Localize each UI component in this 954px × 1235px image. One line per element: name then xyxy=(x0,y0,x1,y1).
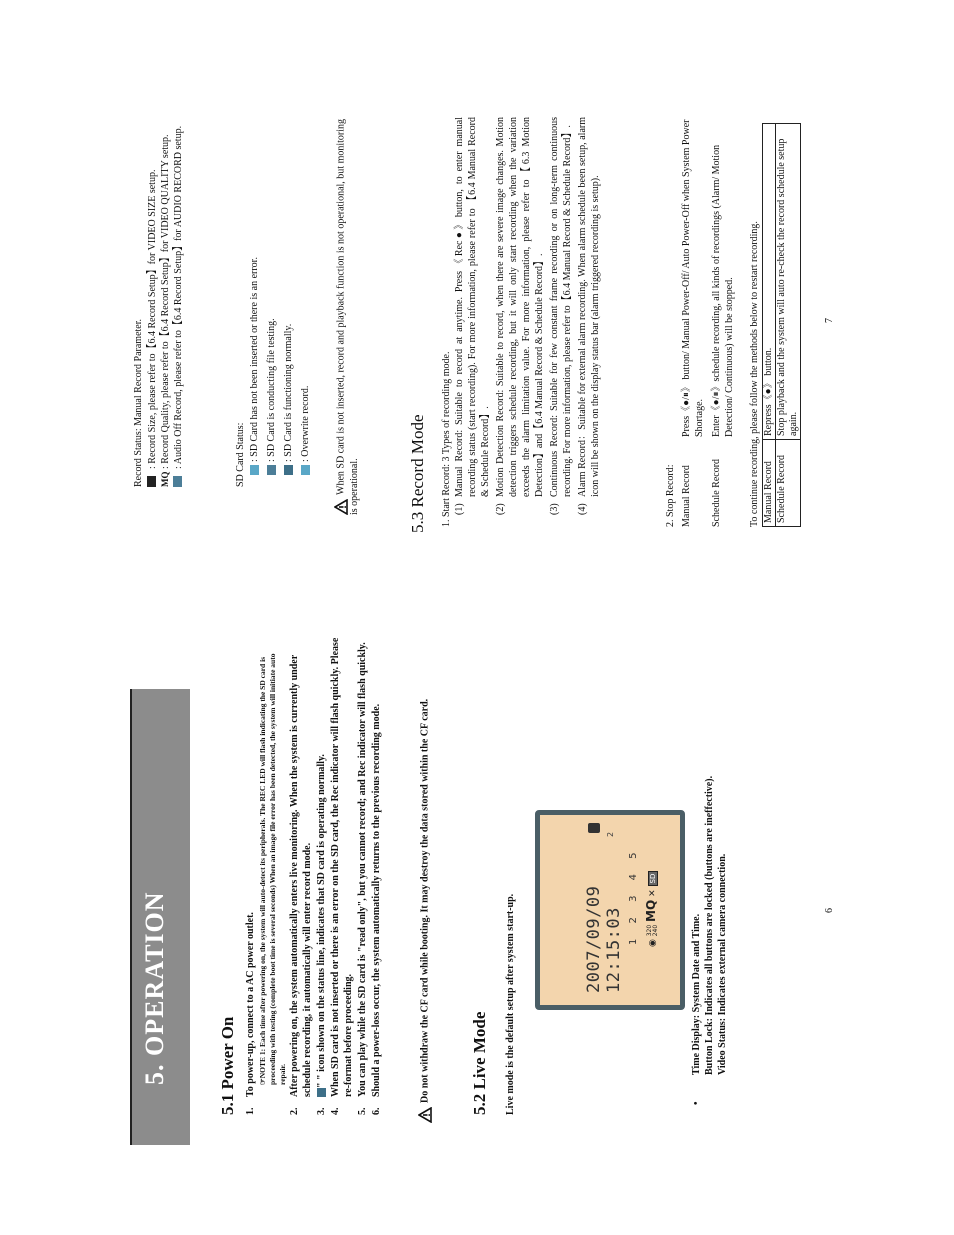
list-item: Schedule Record Enter《●/⏸》schedule recording, all kinds of recordings (Alarm/ Motion Detection/ Continuous) will be stopped. xyxy=(711,144,735,527)
sd-not-inserted-icon xyxy=(250,465,259,475)
list-item: : Record Size, please refer to【6.4 Record Setup】for VIDEO SIZE setup. xyxy=(146,117,159,487)
stop-record-title: 2. Stop Record: xyxy=(665,464,676,527)
lcd-small-number: 2 xyxy=(606,831,615,837)
list-item: (3) Continuous Record: Suitable for few constant frame recording or on long-term continuous recording. For more information, please refer to【6.4 Manual Record & Schedule Record】. xyxy=(549,117,573,515)
table-cell: Stop playback and the system will auto re-check the record schedule setup again. xyxy=(776,124,801,440)
note-1: ☞NOTE 1: Each time after powering on, the system will auto-detect its peripherals. The REC LED will flash indicating the SD card is proceeding with testing (complete boot time is several seconds) When an image file error has been detected, the system will initiate auto repair. xyxy=(258,653,287,1085)
record-status-title: Record Status: Manual Record Parameter. xyxy=(133,318,144,487)
list-item: • Time Display: System Date and Time. xyxy=(691,913,702,1105)
list-item: 5. You can play while the SD card is "read only", but you cannot record; and Rec indicator will flash quickly. xyxy=(357,642,368,1115)
list-item: 4. When SD card is not inserted or there is an error on the SD card, the Rec indicator will flash quickly. Please re-format before proceeding. xyxy=(330,637,354,1115)
lcd-sd-icon: SD xyxy=(648,871,658,887)
section-title: 5. OPERATION xyxy=(140,891,169,1085)
live-mode-intro: Live mode is the default setup after system start-up. xyxy=(505,893,516,1115)
table-cell: Manual Record xyxy=(763,440,776,527)
warning-icon xyxy=(334,499,348,515)
audio-off-icon: ✕ xyxy=(648,889,658,897)
list-item: : SD Card has not been inserted or there is an error. xyxy=(248,115,261,475)
list-item: : SD Card is functioning normally. xyxy=(282,115,295,475)
warning-sd-card: When SD card is not inserted, record and playback function is not operational, but monitoring is operational. xyxy=(335,118,360,515)
lcd-channels: 1 2 3 4 5 xyxy=(628,846,639,945)
list-item: Button Lock: Indicates all buttons are locked (buttons are ineffective). xyxy=(704,775,715,1075)
page-number-6: 6 xyxy=(824,908,835,913)
lcd-date-time: 2007/09/09 12:15:03 xyxy=(584,885,624,993)
heading-power-on: 5.1 Power On xyxy=(218,1016,237,1115)
list-item: : SD Card is conducting file testing. xyxy=(265,115,278,475)
sd-testing-icon xyxy=(267,465,276,475)
table-row xyxy=(776,124,801,527)
list-item: 1. To power-up, connect to a AC power outlet. xyxy=(245,912,256,1115)
record-status-list xyxy=(146,117,185,487)
table-row xyxy=(763,124,776,527)
page-number-7: 7 xyxy=(824,318,835,323)
heading-live-mode: 5.2 Live Mode xyxy=(470,1011,489,1115)
lcd-display xyxy=(535,810,685,1010)
sd-overwrite-icon xyxy=(301,465,310,475)
warning-cf-card: Do not withdraw the CF card while booting. It may destroy the data stored within the CF card. xyxy=(418,699,432,1123)
table-cell: Schedule Record xyxy=(776,440,801,527)
list-item: Manual Record Press《●/⏸》 button/ Manual Power-Off/ Auto Power-Off when System Power Shortage. xyxy=(681,119,705,527)
start-record-title: 1. Start Record: 3 Types of recording mode. xyxy=(441,351,452,527)
list-item: MQ : Record Quality, please refer to【6.4 Record Setup】for VIDEO QUALITY setup. xyxy=(160,134,171,487)
camera-icon: ◉ xyxy=(648,939,658,947)
list-item: (1) Manual Record: Suitable to record at anytime. Press《Rec●》button, to enter manual recording status (start recording). For more information, please refer to 【6.4 Manual Record & Schedule Record】. xyxy=(454,117,491,515)
sd-status-list xyxy=(248,115,312,475)
sd-normal-icon xyxy=(284,465,293,475)
list-item: : Overwrite record. xyxy=(299,115,312,475)
list-item: 6. Should a power-loss occur, the system automatically returns to the previous recording mode. xyxy=(371,703,382,1115)
audio-off-icon xyxy=(173,476,186,487)
list-item: Video Status: Indicates external camera connection. xyxy=(717,853,728,1075)
record-types-list xyxy=(453,117,602,527)
sd-status-icon xyxy=(317,1088,326,1097)
table-cell: Repress《●》 button. xyxy=(763,124,776,440)
list-item: (2) Motion Detection Record: Suitable to record, when there are severe image changes. Motion detection triggers schedule recording, but it will only start recording when the variation exceeds the alarm limitation value. For more information, please refer to【6.3 Motion Detection】and【6.4 Manual Record & Schedule Record】. xyxy=(495,117,545,515)
power-on-list xyxy=(244,635,384,1115)
continue-record-title: To continue recording, please follow the methods below to restart recording. xyxy=(749,221,760,527)
warning-icon xyxy=(418,1107,432,1123)
list-item: 2. After powering on, the system automatically enters live monitoring. When the system is currently under schedule recording, it automatically will enter record mode. xyxy=(289,655,313,1115)
heading-record-mode: 5.3 Record Mode xyxy=(408,414,427,533)
lcd-resolution: 320 240 xyxy=(645,924,659,937)
list-item: (4) Alarm Record：Suitable for external alarm recording. When alarm schedule been setup, alarm icon will be shown on the display status bar (alarm triggered recording is setup). xyxy=(577,117,601,515)
lock-icon xyxy=(588,823,600,833)
list-item: : Audio Off Record, please refer to【6.4 Record Setup】for AUDIO RECORD setup. xyxy=(172,117,185,487)
lcd-status-row xyxy=(644,871,659,947)
list-item: 3. " " icon shown on the status line, indicates that SD card is operating normally. xyxy=(316,754,327,1115)
record-quality-icon: MQ xyxy=(160,471,170,487)
lcd-quality: MQ xyxy=(644,899,658,922)
live-mode-bullets xyxy=(690,775,729,1105)
restart-record-table xyxy=(762,123,801,527)
stop-record-list xyxy=(680,117,736,527)
sd-status-title: SD Card Status: xyxy=(235,422,246,487)
